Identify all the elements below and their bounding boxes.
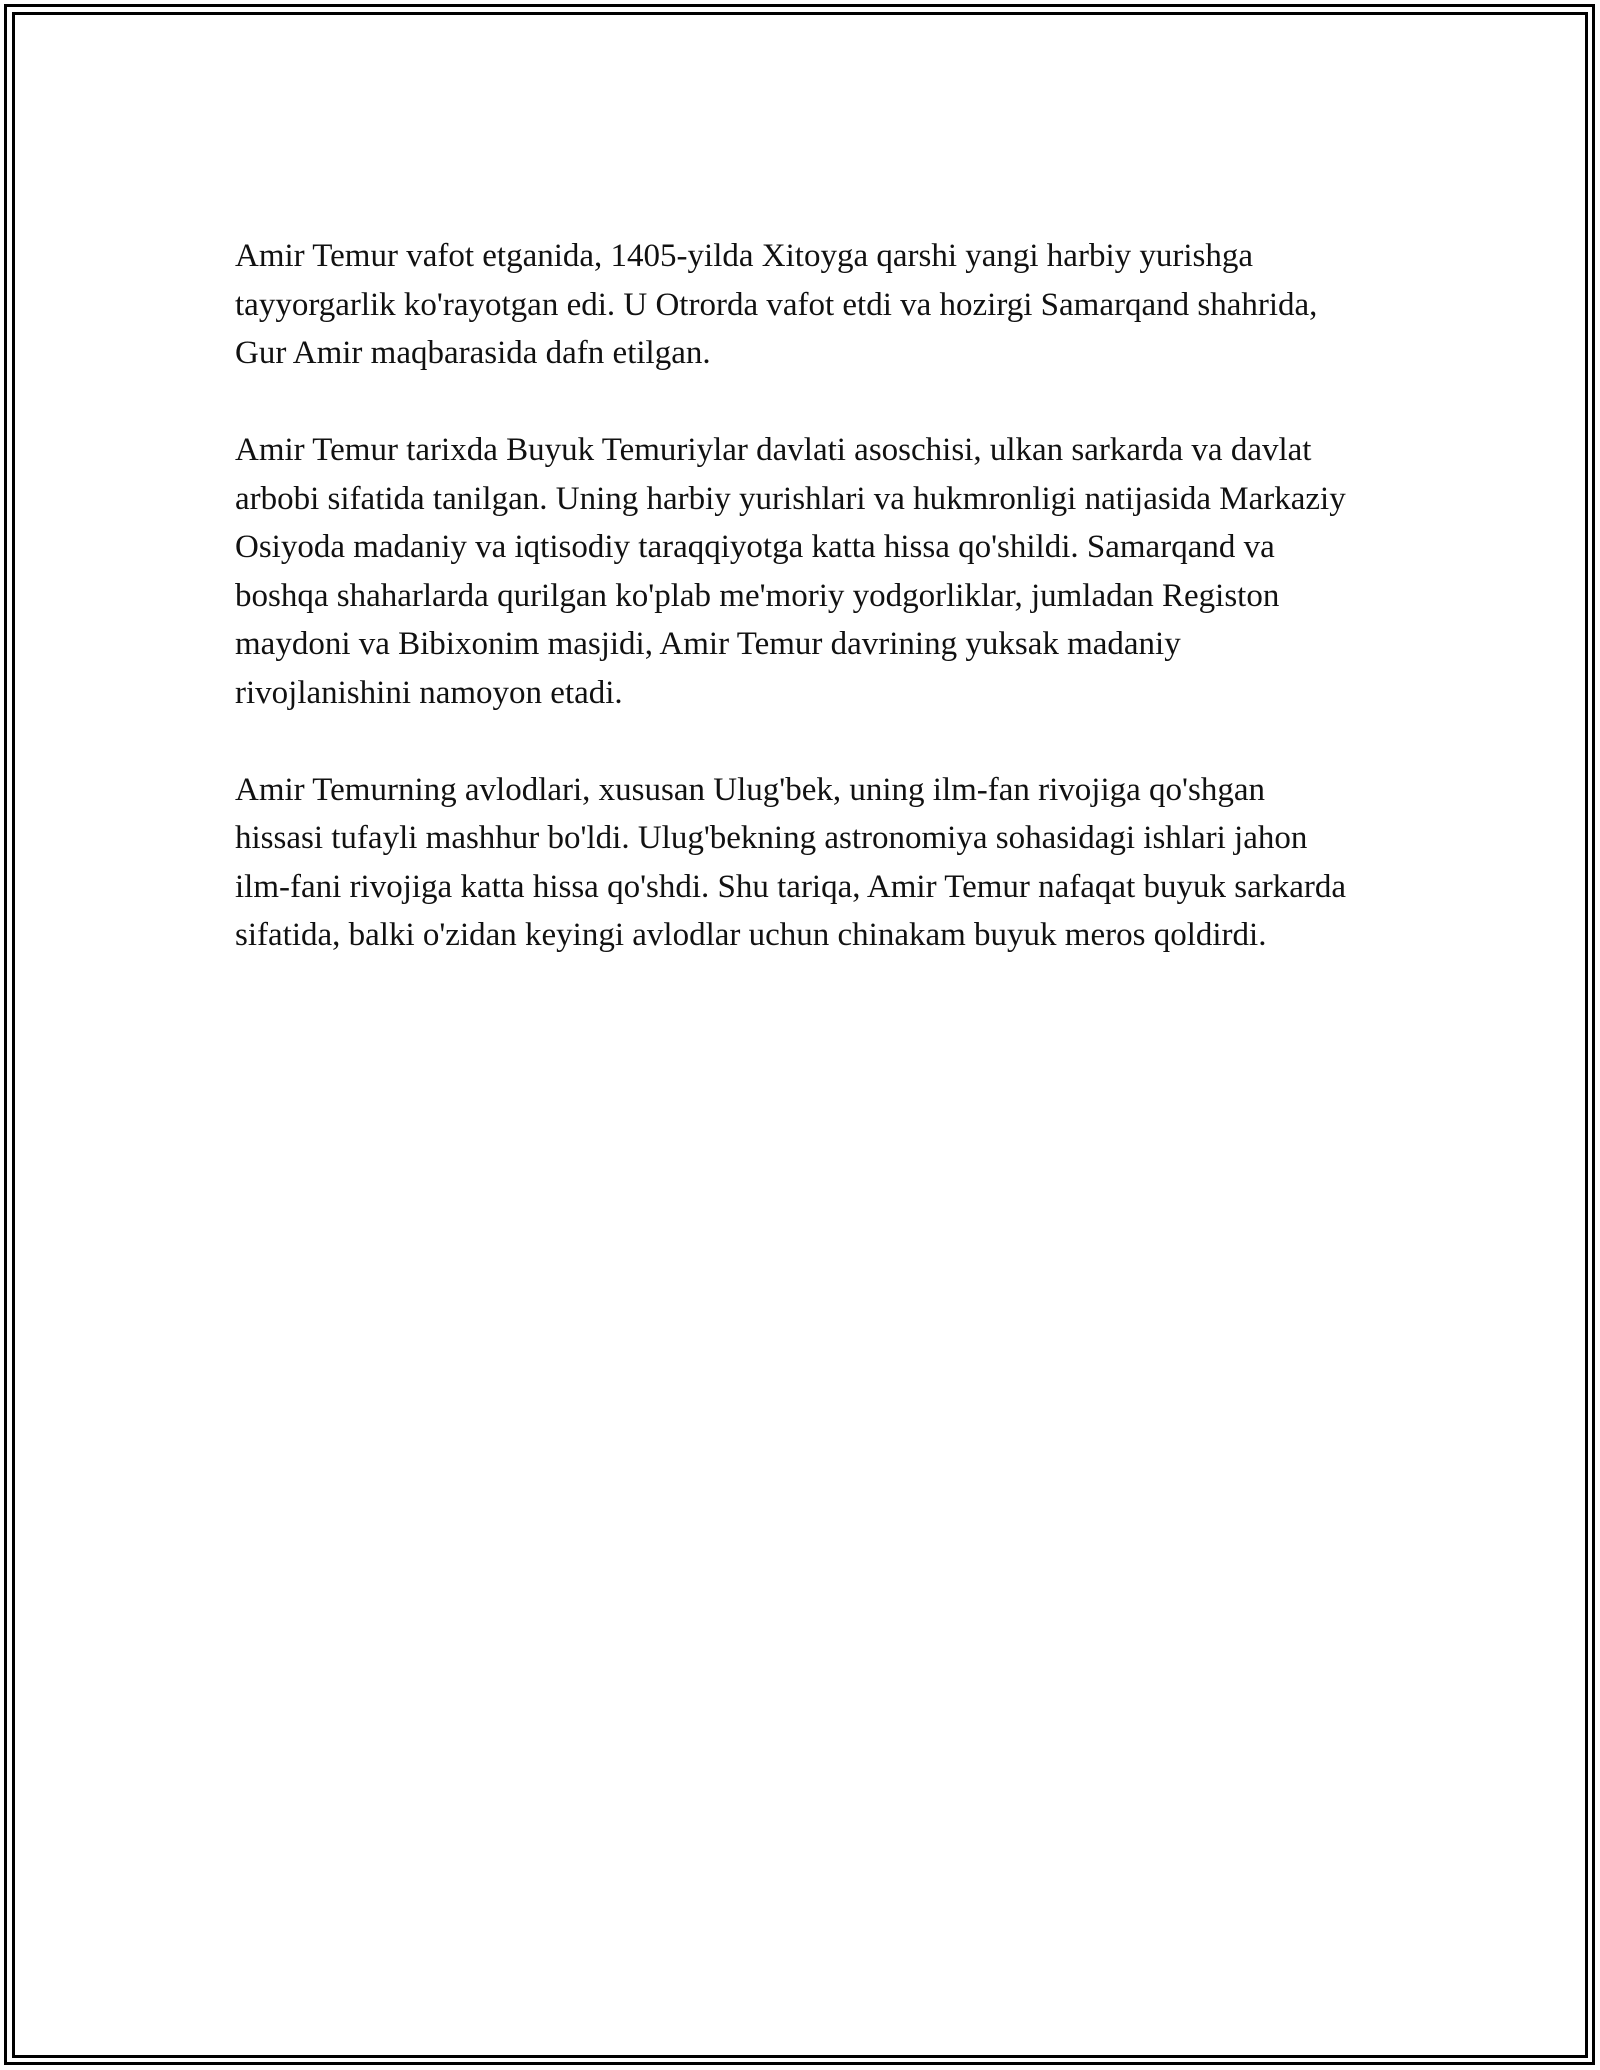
document-body [235,232,1355,1008]
paragraph-2: Amir Temur tarixda Buyuk Temuriylar davlati asoschisi, ulkan sarkarda va davlat arbobi sifatida tanilgan. Uning harbiy yurishlari va hukmronligi natijasida Markaziy Osiyoda madaniy va iqtisodiy taraqqiyotga katta hissa qo'shildi. Samarqand va boshqa shaharlarda qurilgan ko'plab me'moriy yodgorliklar, jumladan Registon maydoni va Bibixonim masjidi, Amir Temur davrining yuksak madaniy rivojlanishini namoyon etadi. [235,432,1346,711]
paragraph-1: Amir Temur vafot etganida, 1405-yilda Xitoyga qarshi yangi harbiy yurishga tayyorgarlik ko'rayotgan edi. U Otrorda vafot etdi va hozirgi Samarqand shahrida, Gur Amir maqbarasida dafn etilgan. [235,238,1318,371]
paragraph-3: Amir Temurning avlodlari, xususan Ulug'bek, uning ilm-fan rivojiga qo'shgan hissasi tufayli mashhur bo'ldi. Ulug'bekning astronomiya sohasidagi ishlari jahon ilm-fani rivojiga katta hissa qo'shdi. Shu tariqa, Amir Temur nafaqat buyuk sarkarda sifatida, balki o'zidan keyingi avlodlar uchun chinakam buyuk meros qoldirdi. [235,771,1347,953]
